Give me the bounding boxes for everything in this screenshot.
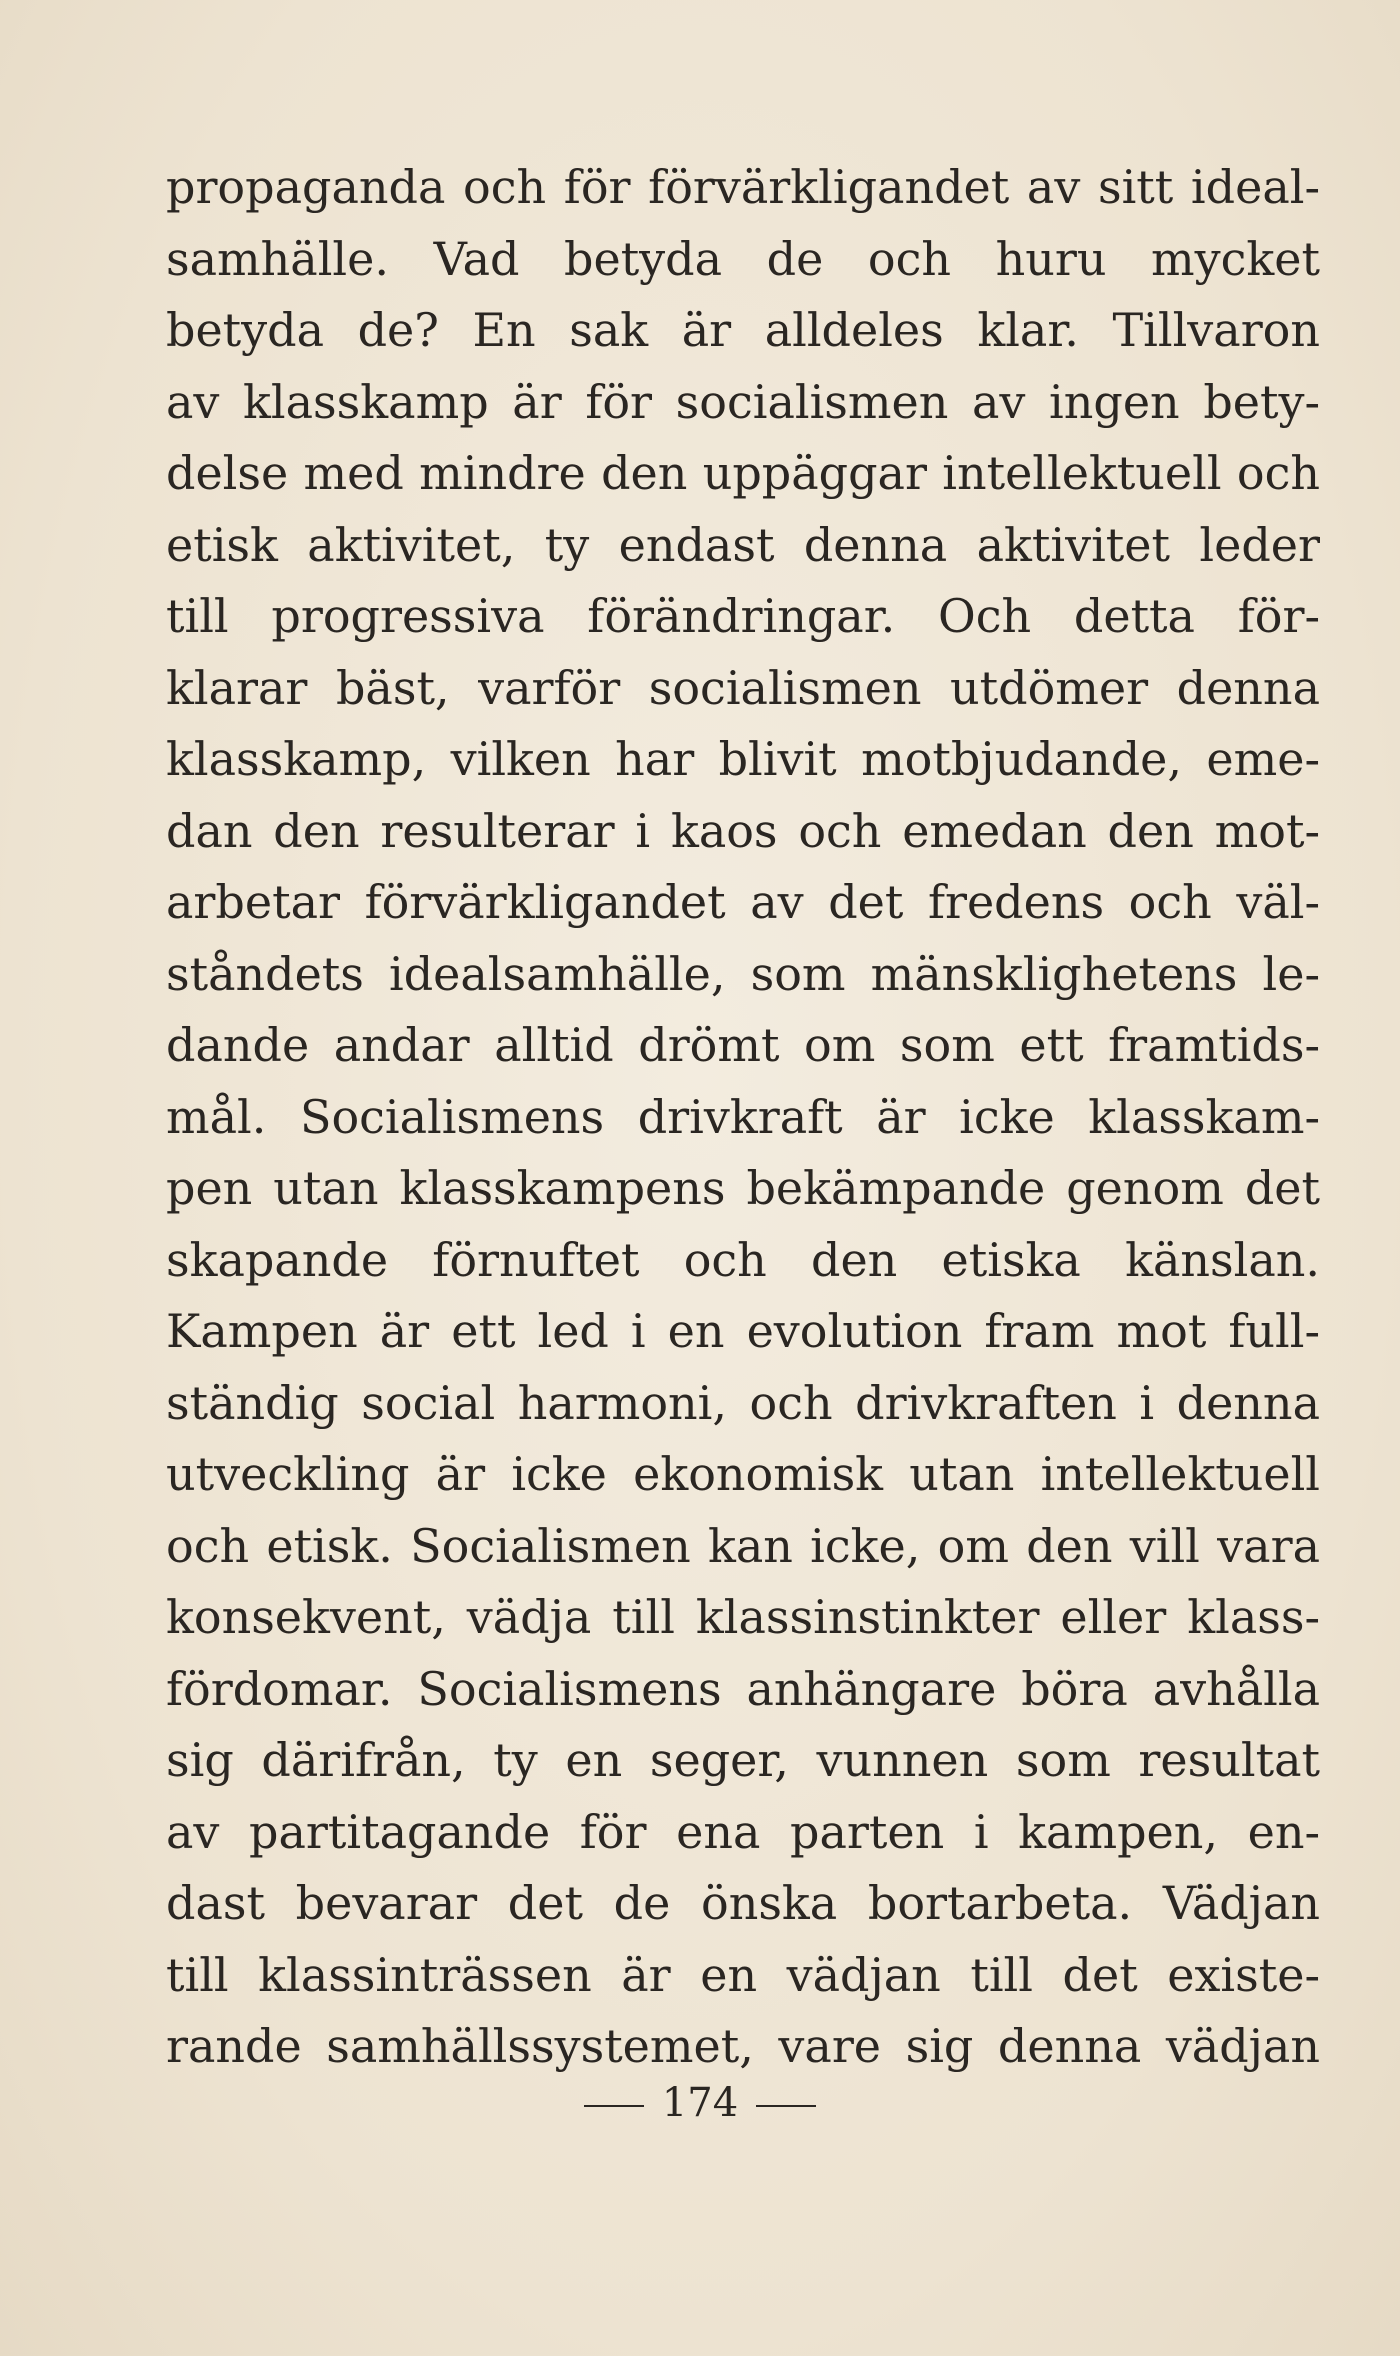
text-line-8: klarar bäst, varför socialismen utdömer denna — [166, 660, 1320, 715]
text-line-25: dast bevarar det de önska bortarbeta. Vädjan — [166, 1876, 1320, 1930]
text-line-18: ständig social harmoni, och drivkraften i denna — [166, 1375, 1320, 1430]
text-line-16: skapande förnuftet och den etiska känslan. — [166, 1232, 1320, 1287]
text-line-4: av klasskamp är för socialismen av ingen bety- — [166, 374, 1320, 429]
text-line-27: rande samhällssystemet, vare sig denna vädjan — [166, 2019, 1320, 2073]
text-line-12: ståndets idealsamhälle, som mänsklighetens le- — [166, 946, 1320, 1001]
text-line-7: till progressiva förändringar. Och detta för- — [166, 589, 1320, 643]
text-line-19: utveckling är icke ekonomisk utan intellektuell — [166, 1447, 1320, 1501]
text-line-20: och etisk. Socialismen kan icke, om den vill vara — [166, 1518, 1320, 1573]
body-text — [166, 152, 1320, 2083]
text-line-9: klasskamp, vilken har blivit motbjudande, eme- — [166, 732, 1320, 786]
right-dash — [756, 2105, 816, 2107]
text-line-23: sig därifrån, ty en seger, vunnen som resultat — [166, 1733, 1320, 1787]
left-dash — [584, 2105, 644, 2107]
text-line-17: Kampen är ett led i en evolution fram mot full- — [166, 1304, 1320, 1358]
text-line-10: dan den resulterar i kaos och emedan den mot- — [166, 803, 1320, 858]
text-line-22: fördomar. Socialismens anhängare böra avhålla — [166, 1661, 1320, 1716]
text-line-1: propaganda och för förvärkligandet av sitt ideal- — [166, 160, 1320, 214]
text-line-3: betyda de? En sak är alldeles klar. Tillvaron — [166, 303, 1320, 357]
text-line-26: till klassinträssen är en vädjan till det existe- — [166, 1947, 1320, 2002]
text-line-14: mål. Socialismens drivkraft är icke klasskam- — [166, 1089, 1320, 1144]
text-line-15: pen utan klasskampens bekämpande genom det — [166, 1161, 1320, 1215]
text-line-21: konsekvent, vädja till klassinstinkter eller klass- — [166, 1590, 1320, 1644]
text-line-24: av partitagande för ena parten i kampen, en- — [166, 1804, 1320, 1859]
text-line-5: delse med mindre den uppäggar intellektuell och — [166, 446, 1320, 500]
page-number-footer — [0, 2080, 1400, 2126]
text-line-13: dande andar alltid drömt om som ett framtids- — [166, 1018, 1320, 1072]
page-number: 174 — [661, 2080, 739, 2126]
text-line-2: samhälle. Vad betyda de och huru mycket — [166, 231, 1320, 286]
text-line-6: etisk aktivitet, ty endast denna aktivitet leder — [166, 517, 1320, 572]
text-line-11: arbetar förvärkligandet av det fredens och väl- — [166, 875, 1320, 929]
